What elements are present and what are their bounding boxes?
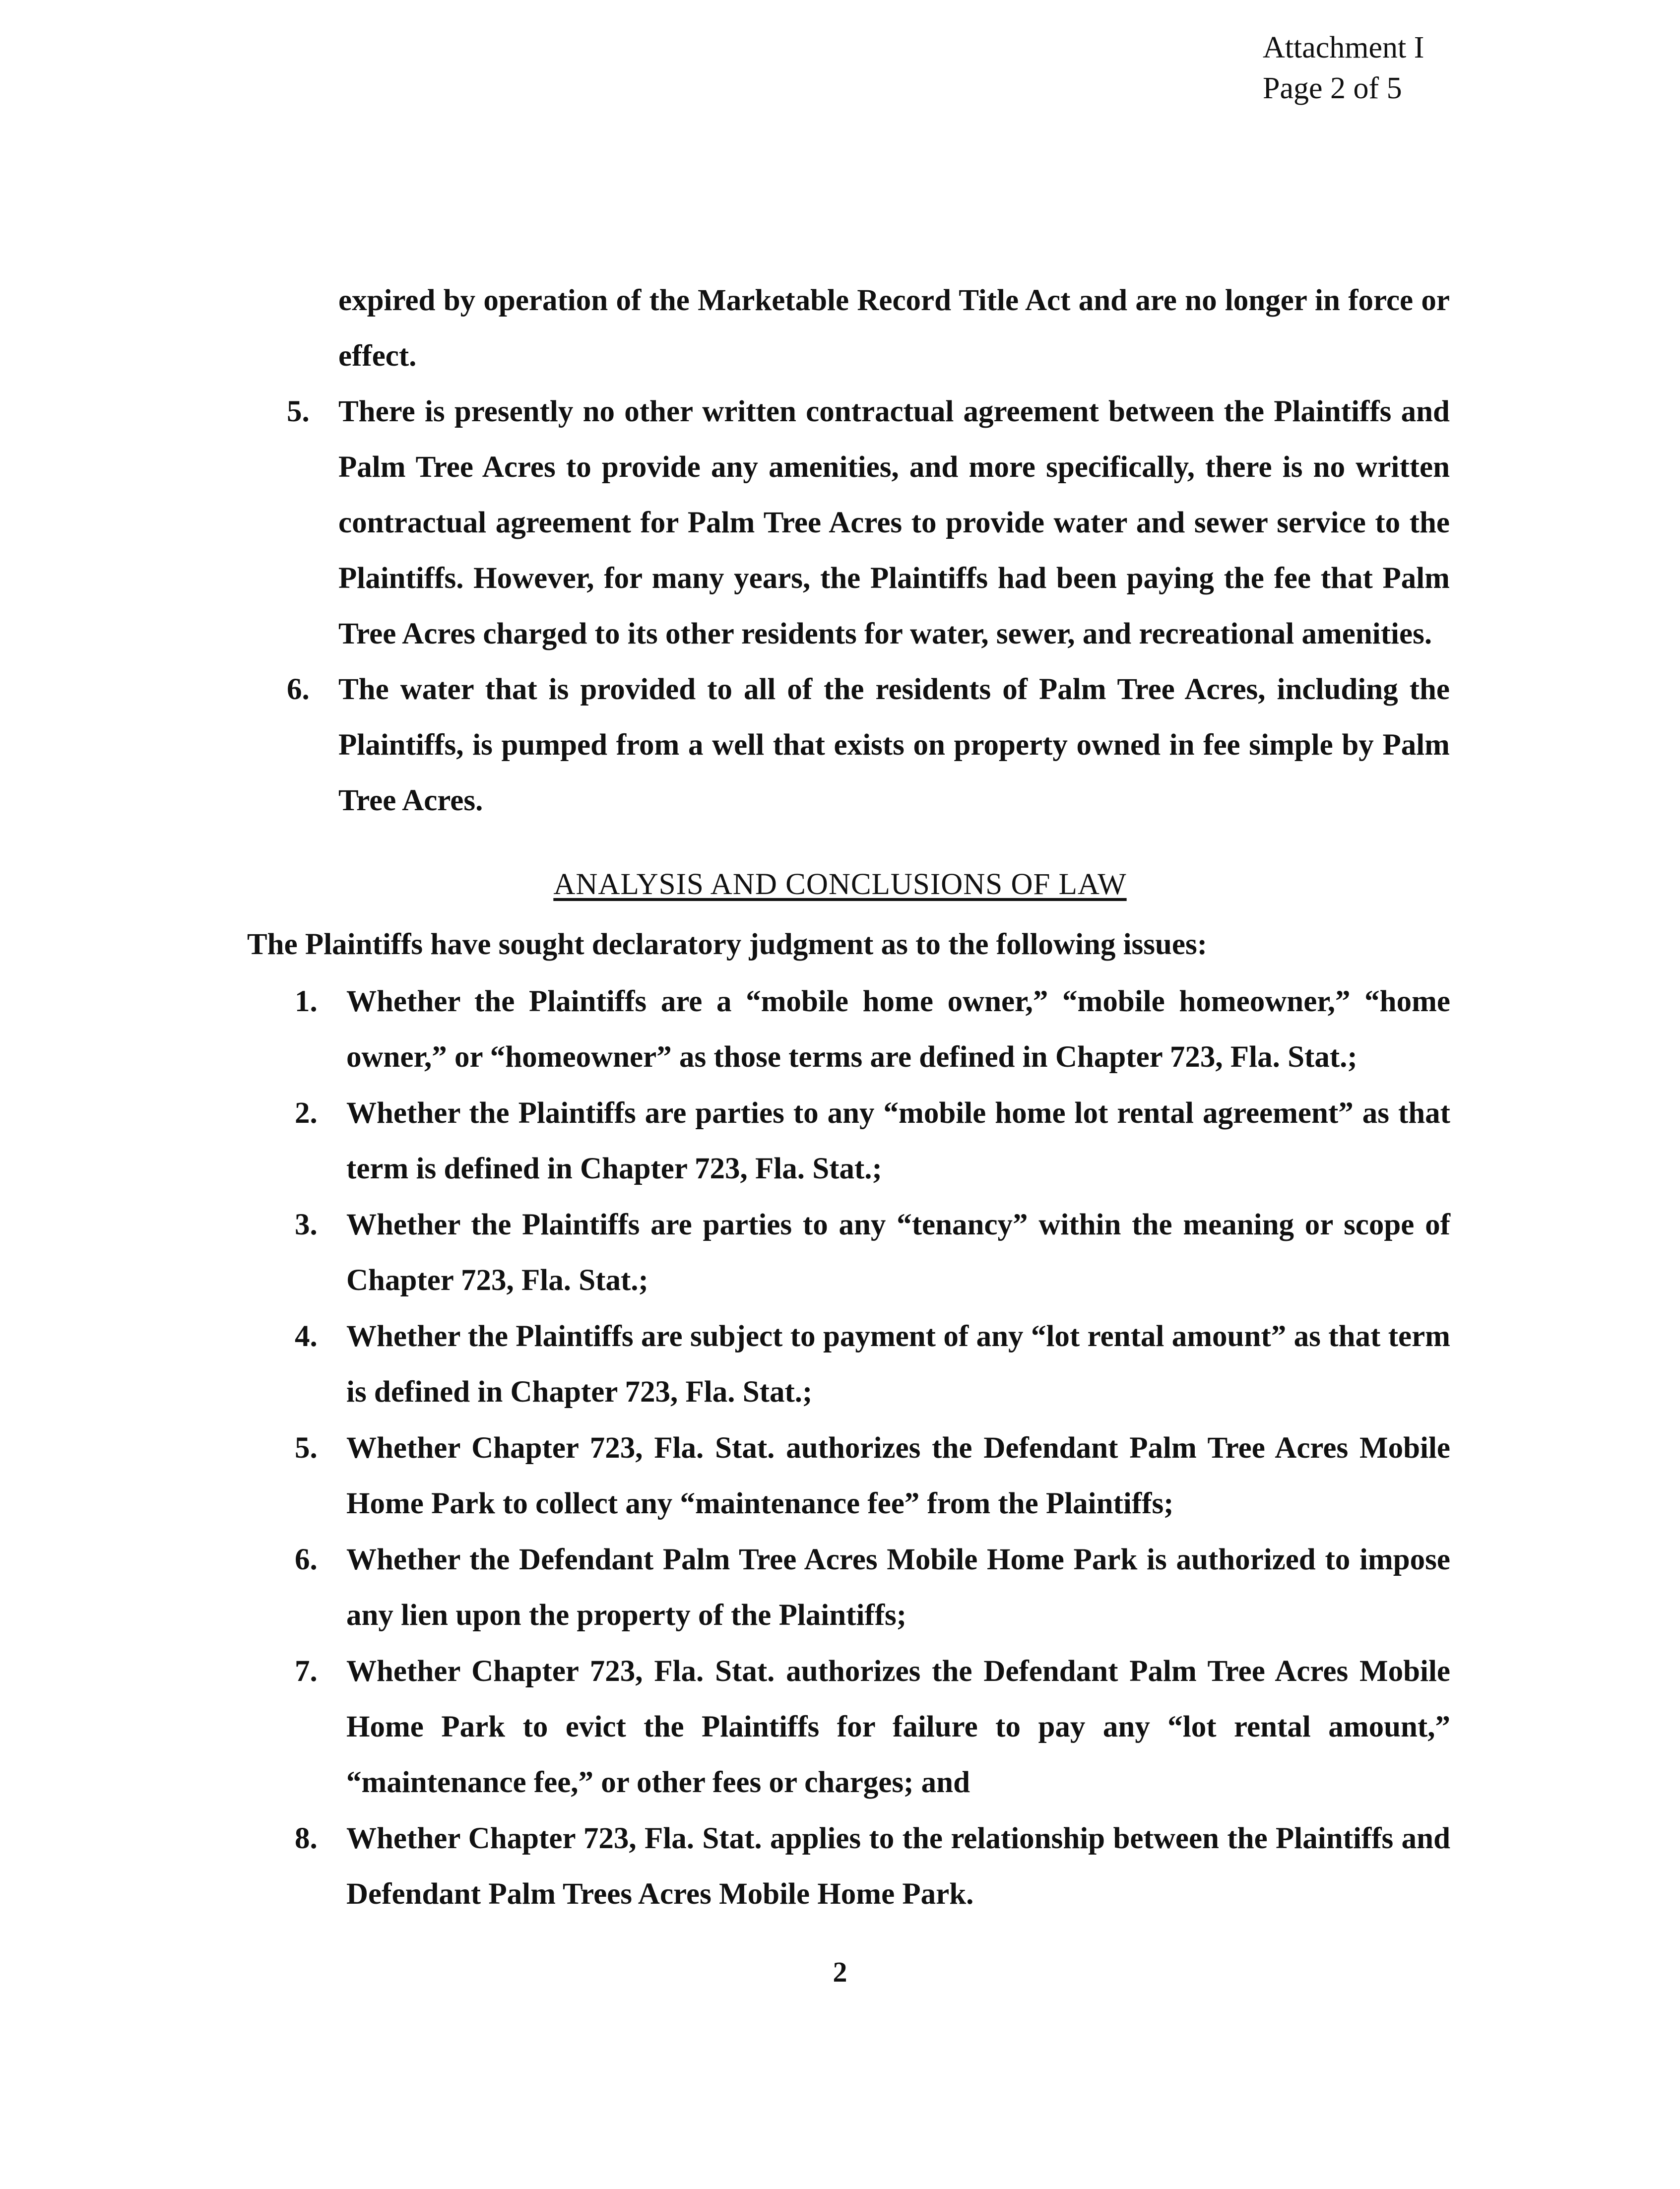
list-item-number: 2. xyxy=(295,1096,318,1130)
list-item-text: The water that is provided to all of the residents of Palm Tree Acres, including the Plaintiffs, is pumped from a well that exists on property owned in fee simple by Palm Tree Acres. xyxy=(338,673,1450,817)
list-item-text: Whether the Plaintiffs are parties to any “tenancy” within the meaning or scope of Chapter 723, Fla. Stat.; xyxy=(346,1208,1450,1297)
page-number: 2 xyxy=(833,1956,847,1988)
attachment-label: Attachment I xyxy=(1263,31,1424,64)
issues-intro: The Plaintiffs have sought declaratory judgment as to the following issues: xyxy=(247,928,1208,961)
list-item-number: 8. xyxy=(295,1822,318,1855)
list-item-number: 6. xyxy=(287,673,310,706)
findings-list xyxy=(287,384,1450,829)
list-item xyxy=(295,1811,1450,1922)
list-item xyxy=(295,1532,1450,1643)
continuation-paragraph: expired by operation of the Marketable Record Title Act and are no longer in force or effect. xyxy=(338,284,1450,373)
list-item-text: Whether the Plaintiffs are a “mobile home owner,” “mobile homeowner,” “home owner,” or “homeowner” as those terms are defined in Chapter 723, Fla. Stat.; xyxy=(346,985,1450,1074)
list-item-number: 4. xyxy=(295,1320,318,1353)
list-item-text: Whether Chapter 723, Fla. Stat. authorizes the Defendant Palm Tree Acres Mobile Home Park to evict the Plaintiffs for failure to pay any “lot rental amount,” “maintenance fee,” or other fees or charges; and xyxy=(346,1655,1450,1799)
list-item-text: There is presently no other written contractual agreement between the Plaintiffs and Palm Tree Acres to provide any amenities, and more specifically, there is no written contractual agreement for Palm Tree Acres to provide water and sewer service to the Plaintiffs. However, for many years, the Plaintiffs had been paying the fee that Palm Tree Acres charged to its other residents for water, sewer, and recreational amenities. xyxy=(338,395,1450,650)
list-item-text: Whether Chapter 723, Fla. Stat. applies to the relationship between the Plaintiffs and Defendant Palm Trees Acres Mobile Home Park. xyxy=(346,1822,1450,1911)
list-item xyxy=(287,662,1450,829)
list-item xyxy=(287,384,1450,662)
list-item-number: 1. xyxy=(295,985,318,1018)
issues-list xyxy=(295,974,1450,1923)
list-item-number: 5. xyxy=(295,1431,318,1465)
list-item-text: Whether the Defendant Palm Tree Acres Mobile Home Park is authorized to impose any lien upon the property of the Plaintiffs; xyxy=(346,1543,1450,1632)
list-item xyxy=(295,1086,1450,1197)
list-item-number: 3. xyxy=(295,1208,318,1241)
list-item-number: 7. xyxy=(295,1655,318,1688)
page-count: Page 2 of 5 xyxy=(1263,71,1402,105)
list-item xyxy=(295,1197,1450,1308)
page-header xyxy=(1263,27,1471,109)
list-item xyxy=(295,1644,1450,1810)
list-item-number: 6. xyxy=(295,1543,318,1576)
list-item-number: 5. xyxy=(287,395,310,428)
list-item xyxy=(295,974,1450,1085)
list-item xyxy=(295,1420,1450,1532)
list-item-text: Whether the Plaintiffs are parties to any “mobile home lot rental agreement” as that term is defined in Chapter 723, Fla. Stat.; xyxy=(346,1096,1450,1185)
section-heading: ANALYSIS AND CONCLUSIONS OF LAW xyxy=(553,868,1127,901)
list-item xyxy=(295,1309,1450,1420)
list-item-text: Whether Chapter 723, Fla. Stat. authorizes the Defendant Palm Tree Acres Mobile Home Park to collect any “maintenance fee” from the Plaintiffs; xyxy=(346,1431,1450,1520)
list-item-text: Whether the Plaintiffs are subject to payment of any “lot rental amount” as that term is defined in Chapter 723, Fla. Stat.; xyxy=(346,1320,1450,1409)
